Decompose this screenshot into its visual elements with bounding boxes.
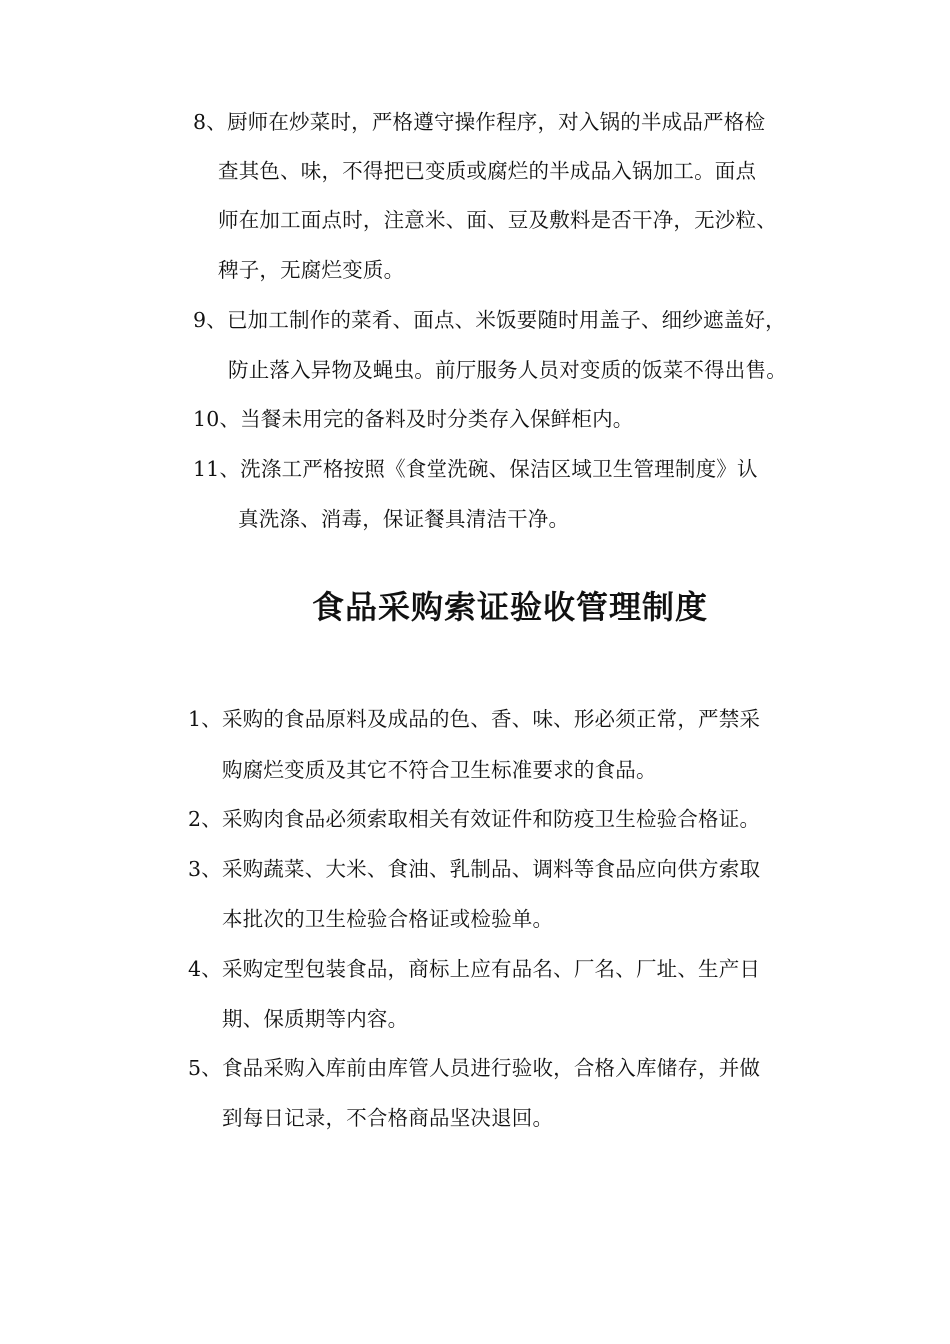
item-9-line-2: 防止落入异物及蝇虫。前厅服务人员对变质的饭菜不得出售。 (228, 358, 787, 382)
rule-2-line-1: 2、采购肉食品必须索取相关有效证件和防疫卫生检验合格证。 (188, 807, 761, 831)
item-8-line-3: 师在加工面点时，注意米、面、豆及敷料是否干净，无沙粒、 (218, 208, 777, 232)
section-title: 食品采购索证验收管理制度 (311, 588, 708, 626)
rule-5-line-1: 5、食品采购入库前由库管人员进行验收，合格入库储存，并做 (188, 1056, 761, 1080)
item-8-line-2: 查其色、味，不得把已变质或腐烂的半成品入锅加工。面点 (218, 159, 757, 183)
item-8-line-4: 稗子，无腐烂变质。 (218, 258, 405, 282)
item-9-line-1: 9、已加工制作的菜肴、面点、米饭要随时用盖子、细纱遮盖好， (193, 308, 786, 332)
rule-3-line-2: 本批次的卫生检验合格证或检验单。 (222, 907, 554, 931)
item-10-line-1: 10、当餐未用完的备料及时分类存入保鲜柜内。 (193, 407, 634, 431)
rule-4-line-2: 期、保质期等内容。 (222, 1007, 409, 1031)
rule-1-line-1: 1、采购的食品原料及成品的色、香、味、形必须正常，严禁采 (188, 707, 761, 731)
item-8-line-1: 8、厨师在炒菜时，严格遵守操作程序，对入锅的半成品严格检 (193, 110, 766, 134)
item-11-line-2: 真洗涤、消毒，保证餐具清洁干净。 (238, 507, 570, 531)
rule-5-line-2: 到每日记录，不合格商品坚决退回。 (222, 1106, 554, 1130)
rule-3-line-1: 3、采购蔬菜、大米、食油、乳制品、调料等食品应向供方索取 (188, 857, 761, 881)
rule-1-line-2: 购腐烂变质及其它不符合卫生标准要求的食品。 (222, 758, 657, 782)
item-11-line-1: 11、洗涤工严格按照《食堂洗碗、保洁区域卫生管理制度》认 (193, 457, 758, 481)
rule-4-line-1: 4、采购定型包装食品，商标上应有品名、厂名、厂址、生产日 (188, 957, 761, 981)
